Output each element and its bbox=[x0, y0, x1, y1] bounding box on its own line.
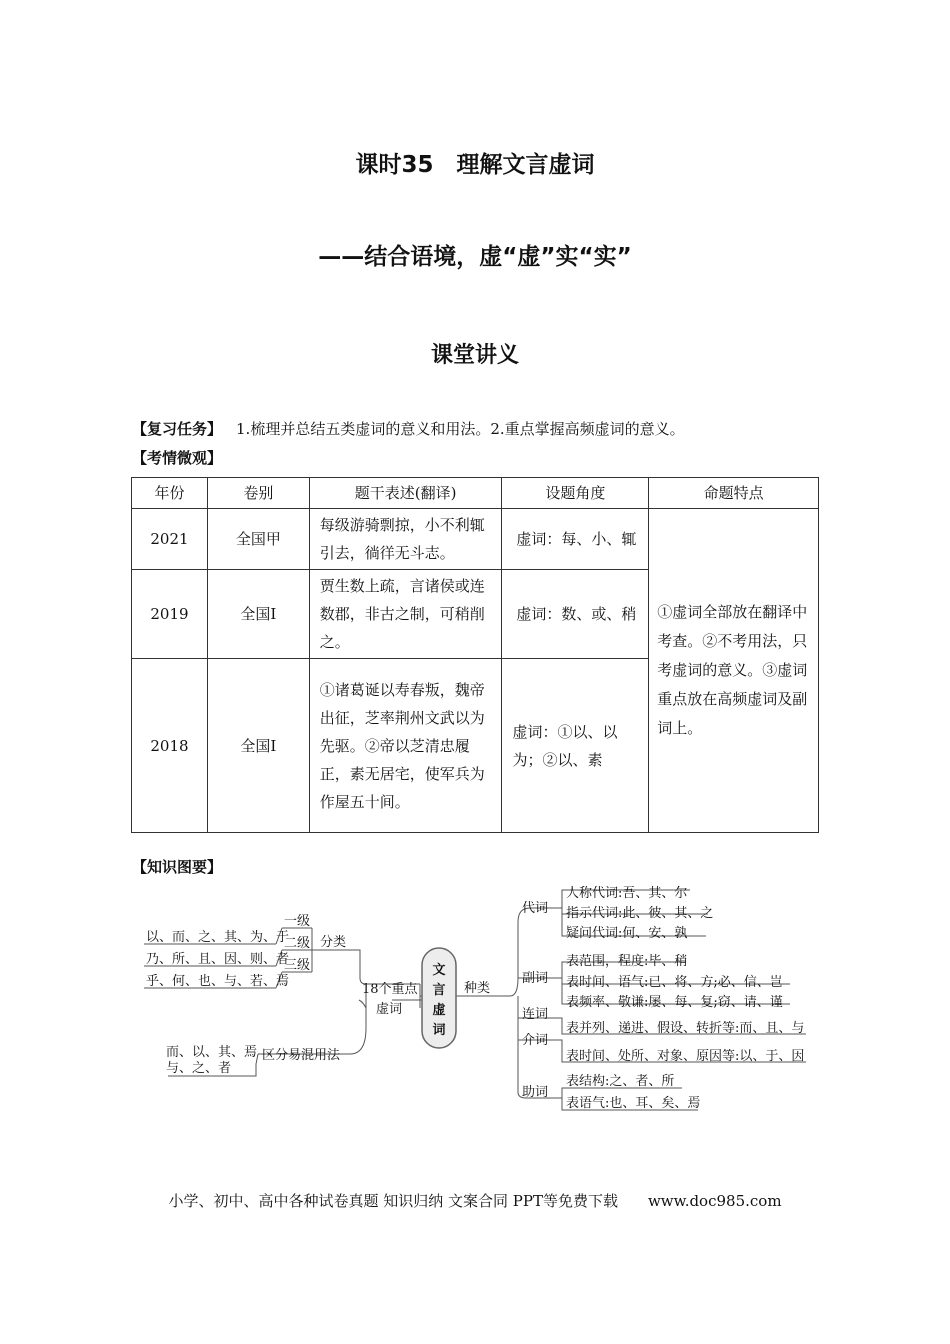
table-header: 年份 bbox=[132, 478, 208, 509]
table-header: 设题角度 bbox=[502, 478, 649, 509]
exam-view-tag: 【考情微观】 bbox=[132, 449, 223, 467]
review-task bbox=[132, 418, 685, 439]
kind-item: 疑问代词:何、安、孰 bbox=[566, 926, 688, 941]
footer-url: www.doc985.com bbox=[647, 1192, 782, 1210]
paper-cell: 全国Ⅰ bbox=[207, 570, 309, 659]
review-task-text: 1.梳理并总结五类虚词的意义和用法。2.重点掌握高频虚词的意义。 bbox=[236, 420, 685, 438]
kind-name: 介词 bbox=[522, 1033, 549, 1048]
kind-item: 人称代词:吾、其、尔 bbox=[566, 886, 688, 901]
footer bbox=[0, 1190, 950, 1211]
kind-name: 连词 bbox=[522, 1007, 549, 1022]
footer-text: 小学、初中、高中各种试卷真题 知识归纳 文案合同 PPT等免费下载 bbox=[168, 1192, 618, 1210]
center-title-char: 虚 bbox=[432, 1003, 446, 1018]
center-title-char: 言 bbox=[432, 983, 446, 998]
center-title-char: 词 bbox=[432, 1023, 446, 1038]
kind-item: 表并列、递进、假设、转折等:而、且、与 bbox=[566, 1021, 805, 1036]
kind-name: 副词 bbox=[522, 971, 549, 986]
page-subtitle: ——结合语境，虚“虚”实“实” bbox=[318, 244, 632, 270]
center-title-char: 文 bbox=[432, 963, 446, 978]
method-words: 而、以、其、焉 bbox=[166, 1045, 258, 1060]
kind-item: 指示代词:此、彼、其、之 bbox=[566, 906, 714, 921]
angle-cell: 虚词：每、小、辄 bbox=[502, 509, 649, 570]
kind-item: 表时间、处所、对象、原因等:以、于、因 bbox=[566, 1049, 805, 1064]
method-label: 区分易混用法 bbox=[262, 1048, 341, 1063]
paper-cell: 全国甲 bbox=[207, 509, 309, 570]
kind-item: 表语气:也、耳、矣、焉 bbox=[566, 1096, 701, 1111]
category-label: 分类 bbox=[320, 935, 347, 950]
table-header: 命题特点 bbox=[649, 478, 819, 509]
kind-item: 表频率、敬谦:屡、每、复;窃、请、谨 bbox=[566, 995, 783, 1010]
stem-cell: ①诸葛诞以寿春叛，魏帝出征，芝率荆州文武以为先驱。②帝以芝清忠履正，素无居宅，使军兵为作屋五十间。 bbox=[309, 659, 502, 833]
hub-label: 18个重点 bbox=[362, 982, 418, 997]
kinds-label: 种类 bbox=[464, 981, 491, 996]
level-label: 一级 bbox=[284, 914, 311, 929]
table-row bbox=[132, 509, 819, 570]
hub-label: 虚词 bbox=[376, 1002, 403, 1017]
level-words: 乎、何、也、与、若、焉 bbox=[146, 974, 290, 989]
level-label: 二级 bbox=[284, 936, 311, 951]
page-title: 课时35 理解文言虚词 bbox=[355, 152, 595, 178]
kind-item: 表结构:之、者、所 bbox=[566, 1074, 675, 1089]
angle-cell: 虚词：①以、以为；②以、素 bbox=[502, 659, 649, 833]
method-words: 与、之、者 bbox=[166, 1061, 232, 1076]
knowledge-mindmap bbox=[130, 878, 820, 1118]
review-task-tag: 【复习任务】 bbox=[132, 420, 223, 438]
features-cell: ①虚词全部放在翻译中考查。②不考用法，只考虚词的意义。③虚词重点放在高频虚词及副词上。 bbox=[649, 509, 819, 833]
year-cell: 2021 bbox=[132, 509, 208, 570]
exam-table bbox=[131, 477, 819, 833]
kind-item: 表时间、语气:已、将、方;必、信、岂 bbox=[566, 975, 783, 990]
level-label: 三级 bbox=[284, 958, 311, 973]
knowledge-map-tag: 【知识图要】 bbox=[132, 858, 223, 876]
year-cell: 2019 bbox=[132, 570, 208, 659]
level-words: 以、而、之、其、为、于 bbox=[146, 930, 290, 945]
kind-name: 代词 bbox=[522, 901, 549, 916]
table-header-row bbox=[132, 478, 819, 509]
paper-cell: 全国Ⅰ bbox=[207, 659, 309, 833]
year-cell: 2018 bbox=[132, 659, 208, 833]
level-words: 乃、所、且、因、则、者 bbox=[146, 952, 290, 967]
stem-cell: 每级游骑剽掠，小不利辄引去，徜徉无斗志。 bbox=[309, 509, 502, 570]
section-title: 课堂讲义 bbox=[430, 343, 519, 368]
angle-cell: 虚词：数、或、稍 bbox=[502, 570, 649, 659]
table-header: 题干表述(翻译) bbox=[309, 478, 502, 509]
stem-cell: 贾生数上疏，言诸侯或连数郡，非古之制，可稍削之。 bbox=[309, 570, 502, 659]
kind-name: 助词 bbox=[522, 1085, 549, 1100]
kind-item: 表范围，程度:毕、稍 bbox=[566, 954, 688, 969]
table-header: 卷别 bbox=[207, 478, 309, 509]
